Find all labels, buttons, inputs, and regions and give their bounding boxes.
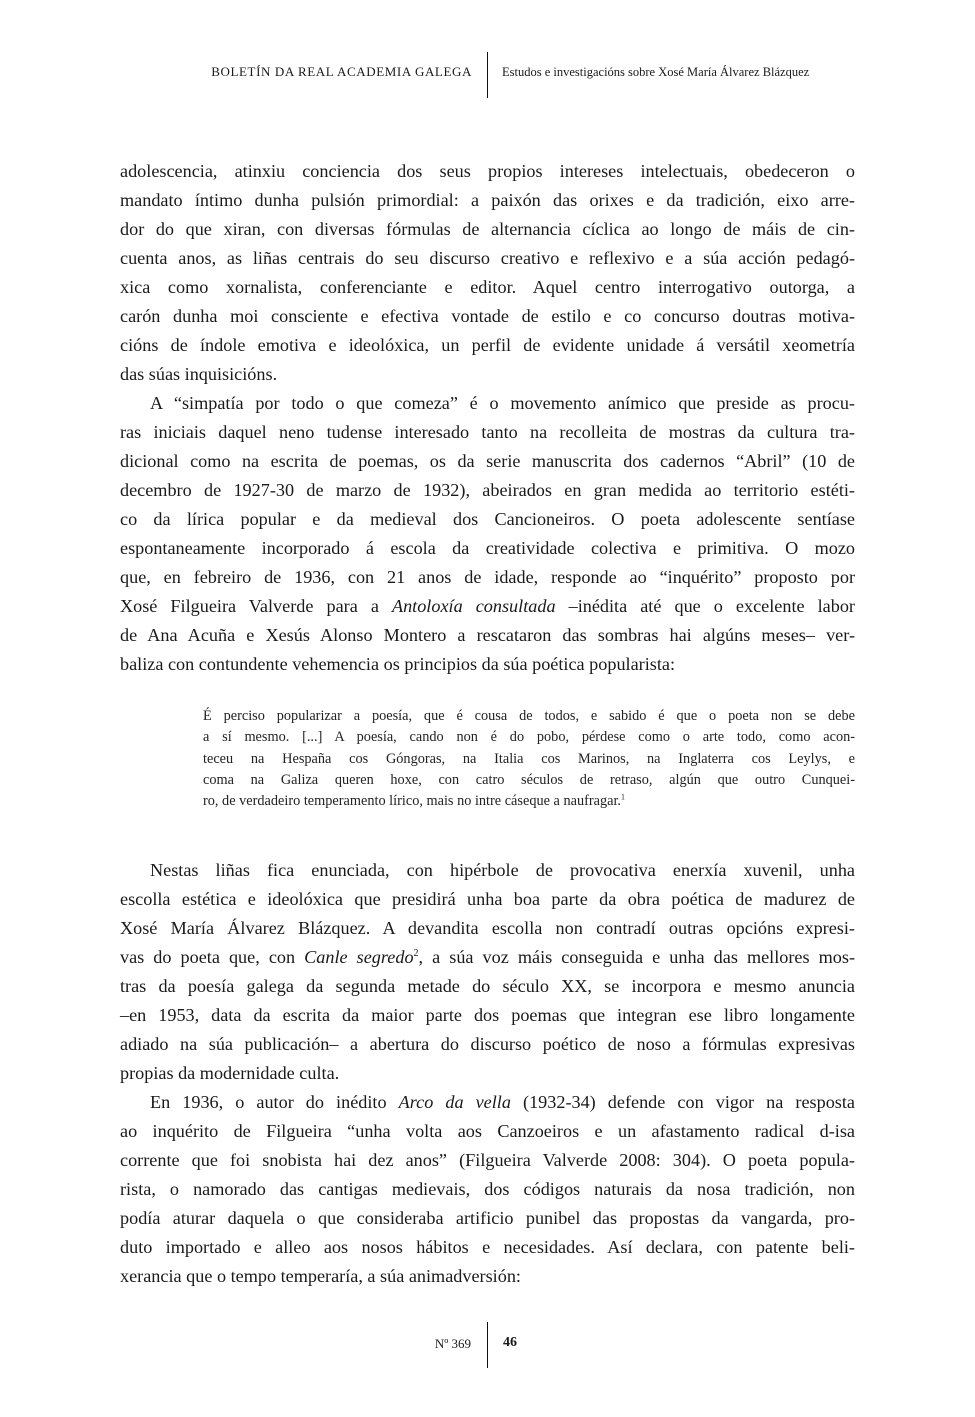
text-line [120, 1088, 855, 1117]
text-line: que, en febreiro de 1936, con 21 anos de idade, responde ao “inquérito” proposto por [120, 567, 855, 587]
text-line: adolescencia, atinxiu conciencia dos seus propios intereses intelectuais, obedeceron o [120, 161, 855, 181]
running-header [0, 52, 975, 100]
footnote-ref-2[interactable]: 2 [413, 948, 419, 959]
text-line: xica como xornalista, conferenciante e editor. Aquel centro interrogativo outorga, a [120, 277, 855, 297]
text-line: duto importado e alleo aos nosos hábitos e necesidades. Así declara, con patente beli- [120, 1237, 855, 1257]
issue-number: Nº 369 [434, 1336, 471, 1351]
quote-line: coma na Galiza queren hoxe, con catro séculos de retraso, algún que outro Cunquei- [203, 771, 855, 788]
text-run: (1932-34) defende con vigor na resposta [510, 1092, 855, 1112]
text-run: , a súa voz máis conseguida e unha das mellores mos- [418, 947, 855, 967]
book-title: Antoloxía consultada [391, 596, 556, 616]
text-line: xerancia que o tempo temperaría, a súa animadversión: [120, 1266, 521, 1286]
book-title: Canle segredo [304, 947, 414, 967]
text-line: dor do que xiran, con diversas fórmulas de alternancia cíclica ao longo de máis de cin- [120, 219, 855, 239]
block-quote [203, 706, 855, 812]
page-footer [0, 1322, 975, 1370]
text-line: propias da modernidade culta. [120, 1063, 340, 1083]
text-line [120, 592, 855, 621]
text-line: decembro de 1927-30 de marzo de 1932), abeirados en gran medida ao territorio estéti- [120, 480, 855, 500]
text-line [120, 943, 855, 972]
footer-divider [487, 1322, 488, 1368]
text-line: dicional como na escrita de poemas, os da serie manuscrita dos cadernos “Abril” (10 de [120, 451, 855, 471]
quote-line: teceu na Hespaña cos Góngoras, na Italia cos Marinos, na Inglaterra cos Leylys, e [203, 750, 855, 767]
text-line: co da lírica popular e da medieval dos Cancioneiros. O poeta adolescente sentíase [120, 509, 855, 529]
quote-line: a sí mesmo. [...] A poesía, cando non é do pobo, pérdese como o arte todo, como acon- [203, 729, 855, 746]
article-body-continued [120, 856, 855, 1291]
paragraph-1 [120, 157, 855, 389]
text-line: escolla estética e ideolóxica que presidirá unha boa parte da obra poética de madurez de [120, 889, 855, 909]
text-line: rista, o namorado das cantigas medievais, dos códigos naturais da nosa tradición, non [120, 1179, 855, 1199]
text-run: Xosé Filgueira Valverde para a [120, 596, 392, 616]
page-number: 46 [503, 1335, 517, 1350]
header-divider [487, 52, 488, 98]
text-line: das súas inquisicións. [120, 364, 278, 384]
text-line: adiado na súa publicación– a abertura do discurso poético de noso a fórmulas expresivas [120, 1034, 855, 1054]
paragraph-4 [120, 1088, 855, 1291]
text-line: Nestas liñas fica enunciada, con hipérbole de provocativa enerxía xuvenil, unha [150, 860, 855, 880]
text-run: –inédita até que o excelente labor [555, 596, 855, 616]
footnote-ref-1[interactable]: 1 [621, 792, 625, 802]
paragraph-3 [120, 856, 855, 1088]
text-line: A “simpatía por todo o que comeza” é o movemento anímico que preside as procu- [150, 393, 855, 413]
quote-line: É perciso popularizar a poesía, que é cousa de todos, e sabido é que o poeta non se debe [203, 708, 855, 724]
text-line: tras da poesía galega da segunda metade do século XX, se incorpora e mesmo anuncia [120, 976, 855, 996]
text-line: podía aturar daquela o que consideraba artificio punibel das propostas da vangarda, pro- [120, 1208, 855, 1228]
text-line: mandato íntimo dunha pulsión primordial: a paixón das orixes e da tradición, eixo arre- [120, 190, 855, 210]
quote-line [203, 791, 855, 812]
text-line: corrente que foi snobista hai dez anos” (Filgueira Valverde 2008: 304). O poeta popula- [120, 1150, 855, 1170]
section-title: Estudos e investigacións sobre Xosé María Álvarez Blázquez [502, 65, 810, 79]
text-line: cións de índole emotiva e ideolóxica, un perfil de evidente unidade á versátil xeometría [120, 335, 855, 355]
text-run: vas do poeta que, con [120, 947, 305, 967]
text-line: ras iniciais daquel neno tudense interesado tanto na recolleita de mostras da cultura tra- [120, 422, 855, 442]
text-run: En 1936, o autor do inédito [150, 1092, 399, 1112]
text-line: de Ana Acuña e Xesús Alonso Montero a rescataron das sombras hai algúns meses– ver- [120, 625, 855, 645]
journal-title: BOLETÍN DA REAL ACADEMIA GALEGA [211, 64, 472, 79]
text-line: cuenta anos, as liñas centrais do seu discurso creativo e reflexivo e a súa acción pedagó- [120, 248, 855, 268]
text-line: Xosé María Álvarez Blázquez. A devandita escolla non contradí outras opcións expresi- [120, 918, 855, 938]
text-line: espontaneamente incorporado á escola da creatividade colectiva e primitiva. O mozo [120, 538, 855, 558]
text-line: ao inquérito de Filgueira “unha volta aos Canzoeiros e un afastamento radical d-isa [120, 1121, 855, 1141]
text-line: –en 1953, data da escrita da maior parte dos poemas que integran ese libro longamente [120, 1005, 855, 1025]
text-run: ro, de verdadeiro temperamento lírico, mais no intre cáseque a naufragar. [203, 793, 622, 810]
book-title: Arco da vella [398, 1092, 511, 1112]
text-line: carón dunha moi consciente e efectiva vontade de estilo e co concurso doutras motiva- [120, 306, 855, 326]
paragraph-2 [120, 389, 855, 679]
article-body [120, 157, 855, 679]
text-line: baliza con contundente vehemencia os principios da súa poética popularista: [120, 654, 676, 674]
